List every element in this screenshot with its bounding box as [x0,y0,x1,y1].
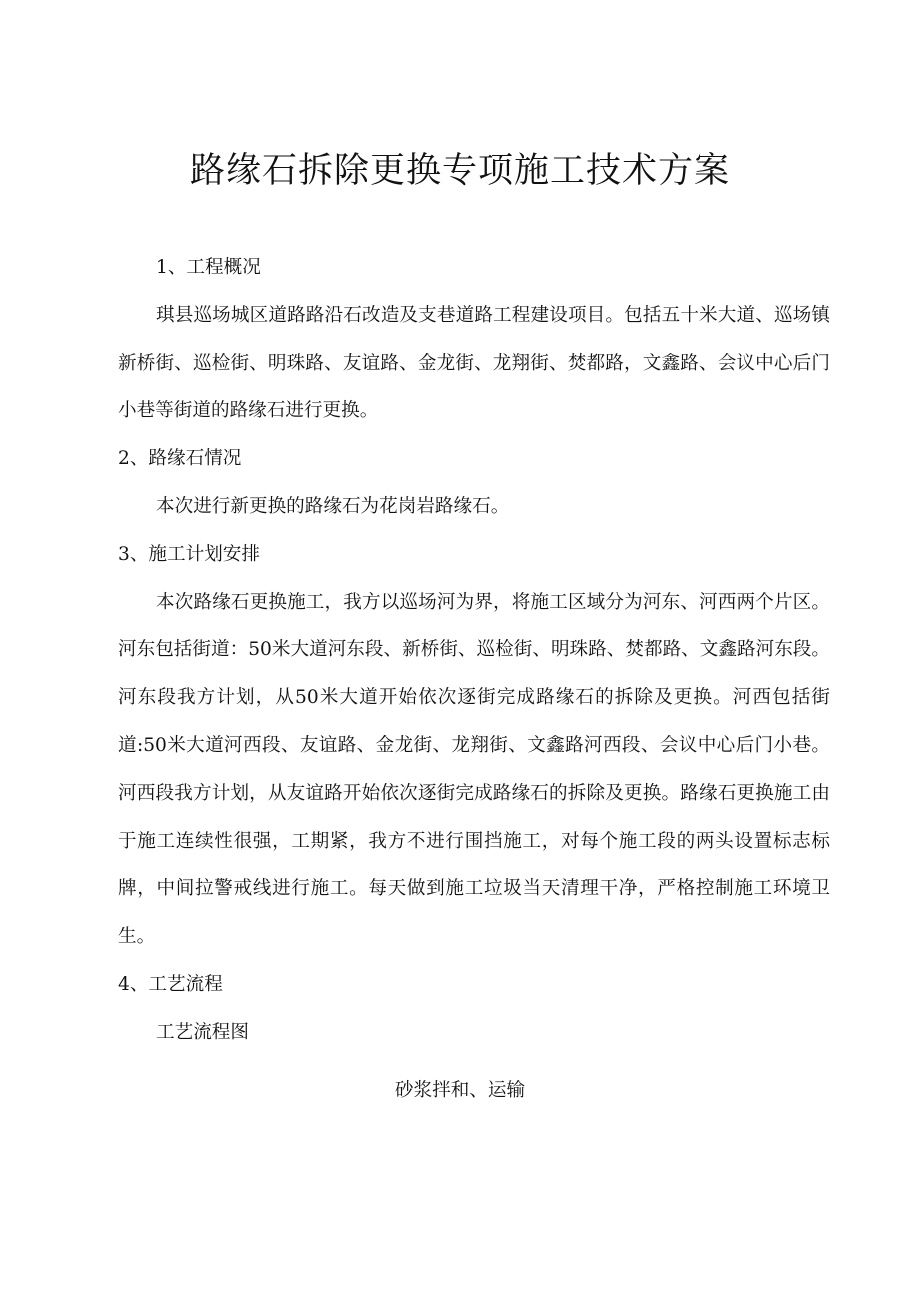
document-body [118,244,830,1057]
section-2-paragraph: 本次进行新更换的路缘石为花岗岩路缘石。 [156,495,510,517]
flowchart-caption: 工艺流程图 [156,1021,249,1043]
section-3-paragraph: 本次路缘石更换施工，我方以巡场河为界，将施工区域分为河东、河西两个片区。河东包括街道：50米大道河东段、新桥街、巡检街、明珠路、焚都路、文鑫路河东段。河东段我方计划，从50米大道开始依次逐街完成路缘石的拆除及更换。河西包括街道:50米大道河西段、友谊路、金龙街、龙翔街、文鑫路河西段、会议中心后门小巷。河西段我方计划，从友谊路开始依次逐街完成路缘石的拆除及更换。路缘石更换施工由于施工连续性很强，工期紧，我方不进行围挡施工，对每个施工段的两头设置标志标牌，中间拉警戒线进行施工。每天做到施工垃圾当天清理干净，严格控制施工环境卫生。 [118,591,830,948]
section-3-heading: 3、施工计划安排 [118,543,260,565]
section-2-heading: 2、路缘石情况 [118,448,242,470]
section-1-heading: 1、工程概况 [156,257,261,278]
document-title: 路缘石拆除更换专项施工技术方案 [189,151,730,191]
section-4-heading: 4、工艺流程 [118,973,223,995]
flowchart-step-mortar: 砂浆拌和、运输 [394,1080,526,1101]
section-1-paragraph: 琪县巡场城区道路路沿石改造及支巷道路工程建设项目。包括五十米大道、巡场镇新桥街、巡检街、明珠路、友谊路、金龙街、龙翔街、焚都路，文鑫路、会议中心后门小巷等街道的路缘石进行更换。 [118,304,830,422]
